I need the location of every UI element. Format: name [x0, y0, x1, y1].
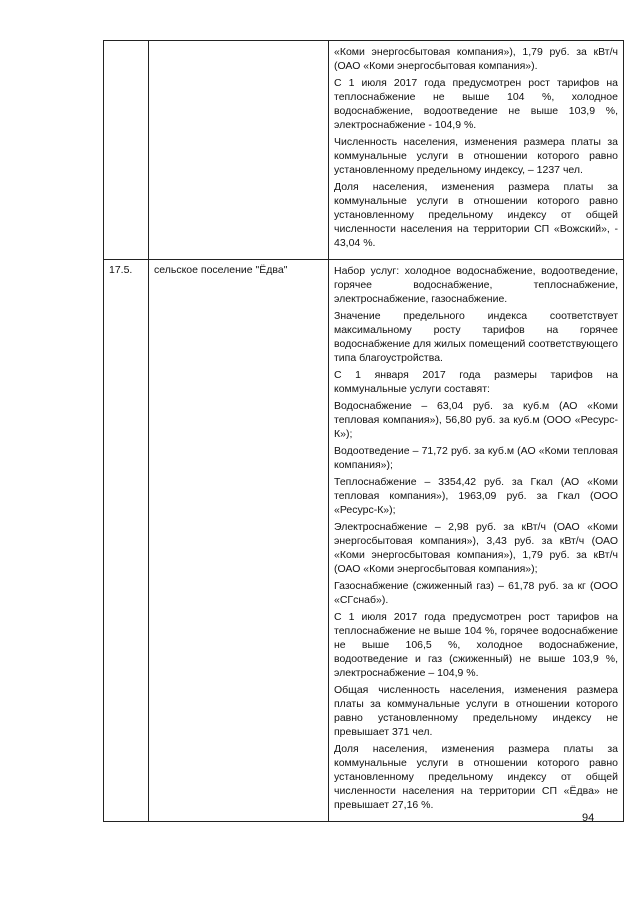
- table-row: [104, 260, 624, 822]
- paragraph: Значение предельного индекса соответствует максимальному росту тарифов на горячее водоснабжение для жилых помещений соответствующего типа благоустройства.: [334, 310, 618, 364]
- row-number-cell: [104, 41, 149, 260]
- settlement-name-cell: [149, 41, 329, 260]
- paragraph: Общая численность населения, изменения размера платы за коммунальные услуги в отношении которого равно установленному предельному индексу не превышает 371 чел.: [334, 684, 618, 738]
- paragraph: Водоотведение – 71,72 руб. за куб.м (АО «Коми тепловая компания»);: [334, 445, 618, 471]
- paragraph: Доля населения, изменения размера платы за коммунальные услуги в отношении которого равно установленному предельному индексу от общей численности населения на территории СП «Ёдва» не превышает 27,16 %.: [334, 743, 618, 811]
- paragraph: С 1 июля 2017 года предусмотрен рост тарифов на теплоснабжение не выше 104 %, горячее водоснабжение не выше 106,5 %, холодное водоснабжение, водоотведение и газ (сжиженный) не выше 103,9 %, электроснабжение – 104,9 %.: [334, 611, 618, 679]
- paragraph: Набор услуг: холодное водоснабжение, водоотведение, горячее водоснабжение, теплоснабжение, электроснабжение, газоснабжение.: [334, 265, 618, 305]
- description-cell: [329, 41, 624, 260]
- paragraph: Теплоснабжение – 3354,42 руб. за Гкал (АО «Коми тепловая компания»), 1963,09 руб. за Гкал (ООО «Ресурс-К»);: [334, 476, 618, 516]
- paragraph: Доля населения, изменения размера платы за коммунальные услуги в отношении которого равно установленному предельному индексу от общей численности населения на территории СП «Вожский», - 43,04 %.: [334, 181, 618, 249]
- description-cell: [329, 260, 624, 822]
- settlement-name-cell: сельское поселение "Ёдва": [149, 260, 329, 822]
- paragraph: Численность населения, изменения размера платы за коммунальные услуги в отношении которого равно установленному предельному индексу, – 1237 чел.: [334, 136, 618, 176]
- paragraph: Электроснабжение – 2,98 руб. за кВт/ч (ОАО «Коми энергосбытовая компания»), 3,43 руб. за кВт/ч (ОАО «Коми энергосбытовая компания»), 1,79 руб. за кВт/ч (ОАО «Коми энергосбытовая компания»);: [334, 521, 618, 575]
- row-number-cell: 17.5.: [104, 260, 149, 822]
- paragraph: Газоснабжение (сжиженный газ) – 61,78 руб. за кг (ООО «СГснаб»).: [334, 580, 618, 606]
- page-number: 94: [582, 812, 595, 824]
- paragraph: С 1 июля 2017 года предусмотрен рост тарифов на теплоснабжение не выше 104 %, холодное водоснабжение, водоотведение не выше 103,9 %, электроснабжение - 104,9 %.: [334, 77, 618, 131]
- paragraph: «Коми энергосбытовая компания»), 1,79 руб. за кВт/ч (ОАО «Коми энергосбытовая компания»).: [334, 46, 618, 72]
- paragraph: Водоснабжение – 63,04 руб. за куб.м (АО «Коми тепловая компания»), 56,80 руб. за куб.м (ООО «Ресурс-К»);: [334, 400, 618, 440]
- tariff-table: [103, 40, 624, 822]
- paragraph: С 1 января 2017 года размеры тарифов на коммунальные услуги составят:: [334, 369, 618, 395]
- table-row: [104, 41, 624, 260]
